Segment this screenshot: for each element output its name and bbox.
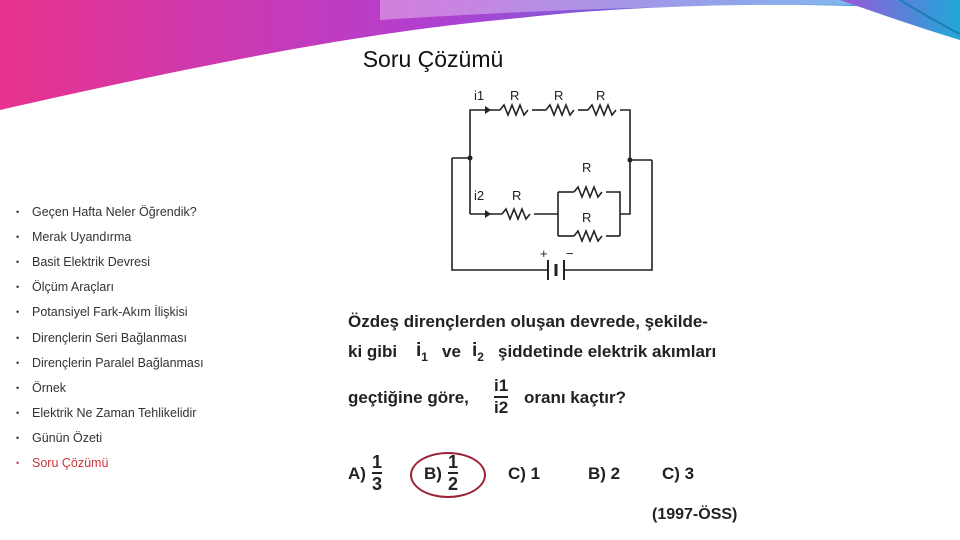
sidebar-item-label: Elektrik Ne Zaman Tehlikelidir [32, 406, 197, 421]
question-line-3a: geçtiğine göre, [348, 388, 469, 407]
resistor-label: R [510, 88, 520, 103]
current-label-i2: i2 [474, 188, 485, 203]
sidebar-item[interactable] [16, 199, 316, 224]
bullet-icon: • [16, 332, 20, 343]
sidebar-item[interactable] [16, 300, 316, 325]
question-line-3b: oranı kaçtır? [524, 388, 627, 407]
question-line-1: Özdeş dirençlerden oluşan devrede, şekilde- [348, 312, 708, 331]
option-e[interactable]: C) 3 [662, 464, 695, 483]
bullet-icon: • [16, 458, 20, 469]
sidebar-item[interactable] [16, 426, 316, 451]
sidebar-item-label: Geçen Hafta Neler Öğrendik? [32, 204, 197, 219]
battery-minus: − [566, 246, 574, 261]
bullet-icon: • [16, 231, 20, 242]
sidebar-item[interactable] [16, 249, 316, 274]
resistor-label: R [582, 160, 592, 175]
sidebar-item[interactable] [16, 224, 316, 249]
resistor-parallel-bottom [574, 231, 602, 241]
sidebar-item-label: Dirençlerin Seri Bağlanması [32, 330, 187, 345]
battery-icon [548, 260, 564, 280]
resistor-bottom-series [502, 209, 530, 219]
slide-title: Soru Çözümü [362, 46, 504, 72]
ratio-fraction: i1 i2 [494, 376, 509, 417]
option-a-label[interactable]: A) [348, 464, 366, 483]
sidebar-item[interactable] [16, 350, 316, 375]
option-d[interactable]: B) 2 [588, 464, 621, 483]
sidebar-item-label: Merak Uyandırma [32, 229, 132, 244]
bullet-icon: • [16, 433, 20, 444]
sidebar-item[interactable] [16, 401, 316, 426]
sidebar-item[interactable] [16, 325, 316, 350]
circuit-diagram [440, 80, 710, 280]
current-i2-symbol: $i_2$ [472, 340, 484, 364]
top-right-corner-swoosh [840, 0, 960, 40]
resistor-parallel-top [574, 187, 602, 197]
bullet-icon: • [16, 307, 20, 318]
sidebar-item-label: Ölçüm Araçları [32, 280, 114, 295]
sidebar-item-label: Günün Özeti [32, 431, 103, 446]
resistor-label: R [582, 210, 592, 225]
bullet-icon: • [16, 382, 20, 393]
question-line-2b: ve [442, 342, 461, 361]
resistor-label: R [512, 188, 522, 203]
sidebar-item[interactable] [16, 451, 316, 476]
option-b-label[interactable]: B) [424, 464, 442, 483]
sidebar-item-label: Basit Elektrik Devresi [32, 254, 151, 269]
resistor-top-2 [546, 105, 574, 115]
resistor-label: R [596, 88, 606, 103]
bullet-icon: • [16, 282, 20, 293]
bullet-icon: • [16, 206, 20, 217]
wire-top [470, 110, 500, 158]
sidebar-item[interactable] [16, 275, 316, 300]
current-label-i1: i1 [474, 88, 485, 103]
bullet-icon: • [16, 256, 20, 267]
option-c[interactable]: C) 1 [508, 464, 541, 483]
question-line-2c: şiddetinde elektrik akımları [498, 342, 717, 361]
option-b-fraction[interactable]: 1 2 [448, 452, 459, 494]
battery-plus: + [540, 246, 548, 261]
sidebar-item-label: Örnek [32, 380, 67, 395]
sidebar-item-label: Soru Çözümü [32, 456, 109, 471]
option-a-fraction[interactable]: 1 3 [372, 452, 383, 494]
exam-source: (1997-ÖSS) [652, 506, 738, 523]
resistor-label: R [554, 88, 564, 103]
selected-answer-circle [410, 452, 486, 498]
sidebar-item-label: Potansiyel Fark-Akım İlişkisi [32, 305, 188, 320]
bullet-icon: • [16, 357, 20, 368]
question-line-2a: ki gibi [348, 342, 398, 361]
sidebar-item-label: Dirençlerin Paralel Bağlanması [32, 355, 204, 370]
resistor-top-1 [500, 105, 528, 115]
sidebar-item[interactable] [16, 375, 316, 400]
sidebar-nav [16, 199, 316, 476]
current-i1-symbol: $i_1$ [416, 340, 428, 364]
resistor-top-3 [588, 105, 616, 115]
bullet-icon: • [16, 408, 20, 419]
